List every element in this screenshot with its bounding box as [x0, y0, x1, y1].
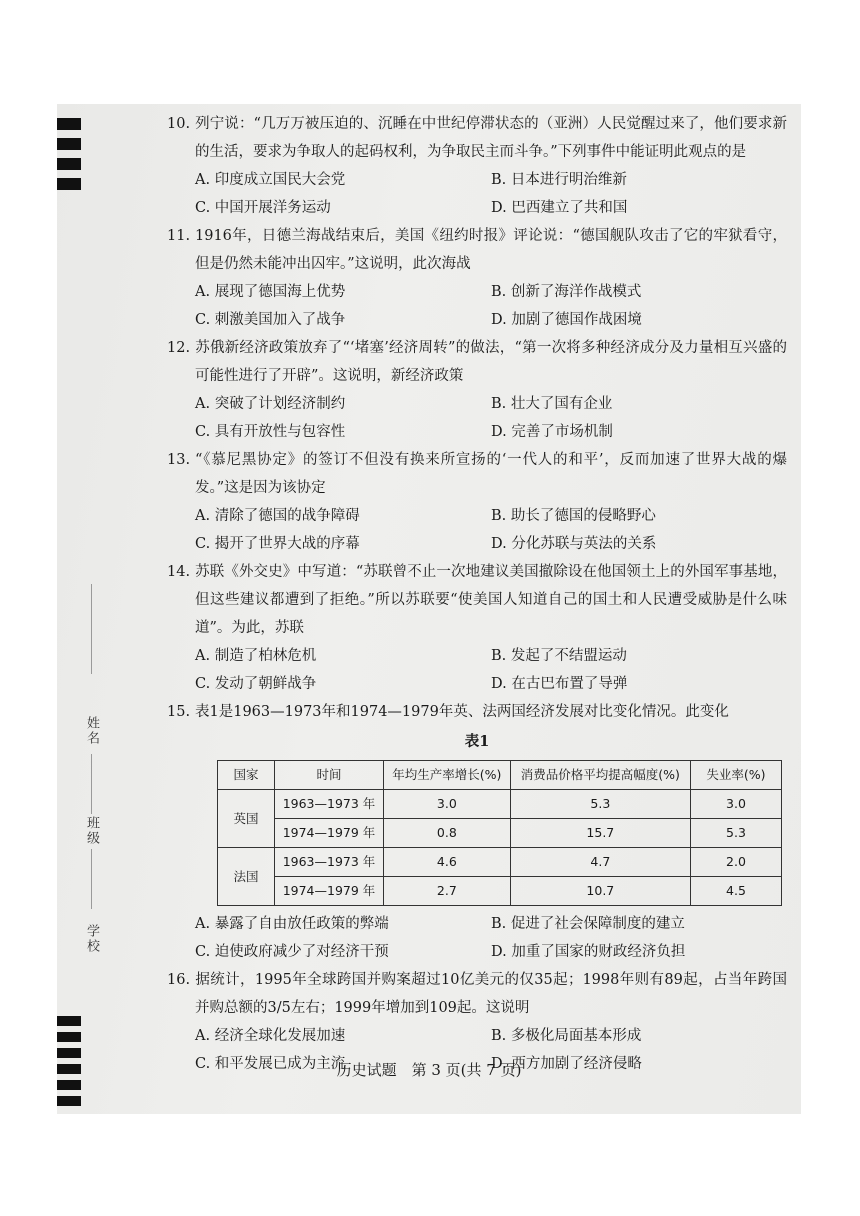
question-stem	[167, 110, 787, 166]
price-cell: 10.7	[510, 877, 690, 906]
question-13	[167, 446, 787, 558]
option-a: A. 制造了柏林危机	[195, 648, 317, 664]
alignment-mark	[57, 1048, 81, 1058]
alignment-mark	[57, 158, 81, 170]
table-header: 国家	[218, 761, 275, 790]
question-stem	[167, 698, 787, 726]
question-stem	[167, 966, 787, 1022]
question-11	[167, 222, 787, 334]
page-footer: 历史试题 第 3 页(共 7 页)	[336, 1061, 522, 1079]
option-c: C. 发动了朝鲜战争	[195, 676, 317, 692]
question-stem	[167, 222, 787, 278]
question-14	[167, 558, 787, 698]
class-field-line	[91, 754, 92, 814]
time-cell: 1963—1973 年	[275, 790, 384, 819]
question-number: 11.	[167, 228, 191, 244]
alignment-mark	[57, 1096, 81, 1106]
question-text: 据统计，1995年全球跨国并购案超过10亿美元的仅35起；1998年则有89起，占当年跨国并购总额的3/5左右；1999年增加到109起。这说明	[195, 972, 787, 1016]
question-stem	[167, 446, 787, 502]
option-a: A. 突破了计划经济制约	[195, 396, 346, 412]
option-b: B. 多极化局面基本形成	[491, 1028, 642, 1044]
question-text: 苏联《外交史》中写道：“苏联曾不止一次地建议美国撤除设在他国领土上的外国军事基地，但这些建议都遭到了拒绝。”所以苏联要“使美国人知道自己的国土和人民遭受威胁是什么味道”。为此，苏联	[195, 564, 787, 636]
option-grid	[167, 390, 787, 446]
alignment-mark	[57, 138, 81, 150]
option-d: D. 在古巴布置了导弹	[491, 676, 628, 692]
price-cell: 15.7	[510, 819, 690, 848]
option-b: B. 助长了德国的侵略野心	[491, 508, 656, 524]
question-stem	[167, 334, 787, 390]
table-row	[218, 819, 782, 848]
option-b: B. 创新了海洋作战模式	[491, 284, 642, 300]
unemployment-cell: 2.0	[691, 848, 782, 877]
option-d: D. 加重了国家的财政经济负担	[491, 944, 686, 960]
question-12	[167, 334, 787, 446]
option-a: A. 经济全球化发展加速	[195, 1028, 346, 1044]
table-row	[218, 877, 782, 906]
option-a: A. 暴露了自由放任政策的弊端	[195, 916, 389, 932]
alignment-mark	[57, 118, 81, 130]
question-text: 1916年，日德兰海战结束后，美国《纽约时报》评论说：“德国舰队攻击了它的牢狱看守，但是仍然未能冲出囚牢。”这说明，此次海战	[195, 228, 787, 272]
unemployment-cell: 4.5	[691, 877, 782, 906]
time-cell: 1974—1979 年	[275, 877, 384, 906]
option-d: D. 完善了市场机制	[491, 424, 613, 440]
option-c: C. 和平发展已成为主流	[195, 1056, 346, 1072]
alignment-mark	[57, 1016, 81, 1026]
option-b: B. 日本进行明治维新	[491, 172, 627, 188]
option-d: D. 加剧了德国作战困境	[491, 312, 642, 328]
option-b: B. 发起了不结盟运动	[491, 648, 627, 664]
option-d: D. 分化苏联与英法的关系	[491, 536, 657, 552]
time-cell: 1963—1973 年	[275, 848, 384, 877]
question-stem	[167, 558, 787, 642]
table-header: 消费品价格平均提高幅度(%)	[510, 761, 690, 790]
option-b: B. 壮大了国有企业	[491, 396, 613, 412]
school-field-label: 学校	[84, 924, 99, 954]
growth-cell: 4.6	[384, 848, 511, 877]
question-text: 列宁说：“几万万被压迫的、沉睡在中世纪停滞状态的（亚洲）人民觉醒过来了，他们要求新的生活，要求为争取人的起码权利，为争取民主而斗争。”下列事件中能证明此观点的是	[195, 116, 787, 160]
question-list	[167, 104, 787, 1072]
option-grid	[167, 502, 787, 558]
table-header: 失业率(%)	[691, 761, 782, 790]
question-number: 12.	[167, 340, 191, 356]
country-cell: 英国	[218, 790, 275, 848]
option-a: A. 清除了德国的战争障碍	[195, 508, 360, 524]
question-number: 14.	[167, 564, 191, 580]
option-grid	[167, 642, 787, 698]
option-d: D. 巴西建立了共和国	[491, 200, 628, 216]
growth-cell: 0.8	[384, 819, 511, 848]
table-header-row	[218, 761, 782, 790]
binding-marks	[57, 104, 83, 1114]
option-c: C. 刺激美国加入了战争	[195, 312, 346, 328]
class-field-label: 班级	[84, 816, 99, 846]
growth-cell: 2.7	[384, 877, 511, 906]
growth-cell: 3.0	[384, 790, 511, 819]
option-grid	[167, 166, 787, 222]
name-field-label: 姓名	[84, 716, 99, 746]
option-c: C. 迫使政府减少了对经济干预	[195, 944, 389, 960]
exam-sheet	[57, 104, 801, 1114]
option-a: A. 展现了德国海上优势	[195, 284, 346, 300]
alignment-mark	[57, 1032, 81, 1042]
table-title: 表1	[464, 733, 490, 750]
option-grid	[167, 910, 787, 966]
country-cell: 法国	[218, 848, 275, 906]
time-cell: 1974—1979 年	[275, 819, 384, 848]
question-10	[167, 110, 787, 222]
question-15	[167, 698, 787, 966]
question-number: 13.	[167, 452, 191, 468]
name-field-line	[91, 584, 92, 674]
price-cell: 5.3	[510, 790, 690, 819]
alignment-mark	[57, 178, 81, 190]
question-text: 表1是1963—1973年和1974—1979年英、法两国经济发展对比变化情况。此变化	[195, 704, 729, 720]
economy-table	[217, 760, 782, 906]
option-c: C. 中国开展洋务运动	[195, 200, 331, 216]
table-row	[218, 790, 782, 819]
option-c: C. 揭开了世界大战的序幕	[195, 536, 360, 552]
question-text: 苏俄新经济政策放弃了“‘堵塞’经济周转”的做法，“第一次将多种经济成分及力量相互兴盛的可能性进行了开辟”。这说明，新经济政策	[195, 340, 787, 384]
question-number: 15.	[167, 704, 191, 720]
option-grid	[167, 278, 787, 334]
unemployment-cell: 5.3	[691, 819, 782, 848]
school-field-line	[91, 849, 92, 909]
question-text: “《慕尼黑协定》的签订不但没有换来所宣扬的‘一代人的和平’，反而加速了世界大战的爆发。”这是因为该协定	[195, 452, 787, 496]
table-header: 年均生产率增长(%)	[384, 761, 511, 790]
option-b: B. 促进了社会保障制度的建立	[491, 916, 685, 932]
table-header: 时间	[275, 761, 384, 790]
alignment-mark	[57, 1080, 81, 1090]
option-c: C. 具有开放性与包容性	[195, 424, 346, 440]
unemployment-cell: 3.0	[691, 790, 782, 819]
option-a: A. 印度成立国民大会党	[195, 172, 346, 188]
question-number: 16.	[167, 972, 191, 988]
option-d: D. 西方加剧了经济侵略	[491, 1056, 642, 1072]
table-row	[218, 848, 782, 877]
price-cell: 4.7	[510, 848, 690, 877]
question-number: 10.	[167, 116, 191, 132]
